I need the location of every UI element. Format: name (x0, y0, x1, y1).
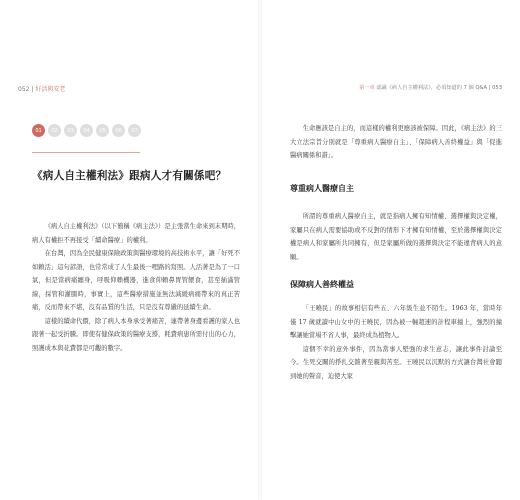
left-running-head (18, 84, 65, 93)
question-nav-item: 05 (96, 124, 109, 137)
left-section-name: 好活與安老 (35, 86, 66, 93)
question-nav-item: 03 (64, 124, 77, 137)
intro-text (290, 122, 502, 163)
right-chapter-title: 認識《病人自主權利法》，必須知道的 7 個 Q&A (376, 85, 488, 91)
paragraph: 這樣的續命代價，除了病人本身承受著痛苦，連帶著身邊看護的家人也跟著一起受折騰。即使有健保政策的醫療支撐，耗費病患所需付出的心力，照護成本與花費都是可觀的數字。 (32, 317, 240, 352)
right-page-number: 053 (492, 85, 502, 91)
right-page (262, 0, 520, 500)
left-page-number: 052 (18, 86, 30, 93)
paragraph: 生命應該是自主的，而這樣的權利更應該被保障。因此，《病主法》的三大立法宗旨分別就是「尊重病人醫療自主」、「保障病人善終權益」與「促進醫病關係和諧」。 (290, 125, 502, 159)
left-head-separator: | (31, 86, 34, 93)
question-nav-item: 02 (48, 124, 61, 137)
paragraph: 「王曉民」的故事相信有些五、六年級生並不陌生。1963 年，當時年僅 17 歲就讀中山女中的王曉民，因為被一輛超速的計程車撞上，強烈的撞擊讓她當場不省人事，最終成為植物人。 (290, 305, 502, 339)
section-body (290, 210, 502, 264)
paragraph: 這個不幸的意外事件，因為當事人堅強的求生意志，讓此事件討論至今。生死交關的掙扎交雜著至親與苦至。王曉民以沉默的方式讓台灣社會聽到她的聲音，迫使大家 (290, 345, 502, 380)
accent-divider (32, 152, 140, 153)
right-running-head (359, 84, 502, 91)
right-part-label: 第一章 (359, 85, 375, 91)
question-nav-item: 01 (32, 124, 45, 137)
question-nav-item: 06 (112, 124, 125, 137)
left-page (0, 0, 258, 500)
question-nav (32, 124, 141, 137)
paragraph: 《病人自主權利法》（以下簡稱《病主法》）是主張當生命來到末期時，病人有權拒不再接受「續命醫療」的權利。 (32, 223, 240, 244)
question-nav-item: 07 (128, 124, 141, 137)
section-body (290, 302, 502, 383)
question-nav-item: 04 (80, 124, 93, 137)
section-heading: 尊重病人醫療自主 (290, 183, 354, 193)
paragraph: 所謂的尊重病人醫療自主，就是指病人擁有知情權、選擇權與決定權，家屬只在病人需要協助或不反對的情形下才擁有知情權，至於選擇權與決定權是病人和家屬所共同擁有，但是家屬所做的選擇與決定不能違背病人的意願。 (290, 213, 502, 261)
section-heading: 保障病人善終權益 (290, 279, 354, 289)
right-head-separator: | (488, 85, 491, 91)
paragraph: 在台灣，因為全民健康保險政策與醫療環境的高技術水平，讓「好死不如賴活」這句諺語，也常常成了人生最後一哩路的寫照。人活著是為了一口氣，但是當病痛纏身，呼吸仰賴機器，進食仰賴鼻胃管餵食，甚至插滿管線，採管和灌腸時，事實上，這些醫療措施並無法減緩病痛帶來的真正苦痛，反而帶來不堪，沒有品質的生活，只是沒有尊嚴的延續生命。 (32, 250, 240, 311)
chapter-title: 《病人自主權利法》跟病人才有關係吧？ (32, 170, 227, 182)
left-body-text (32, 220, 240, 355)
